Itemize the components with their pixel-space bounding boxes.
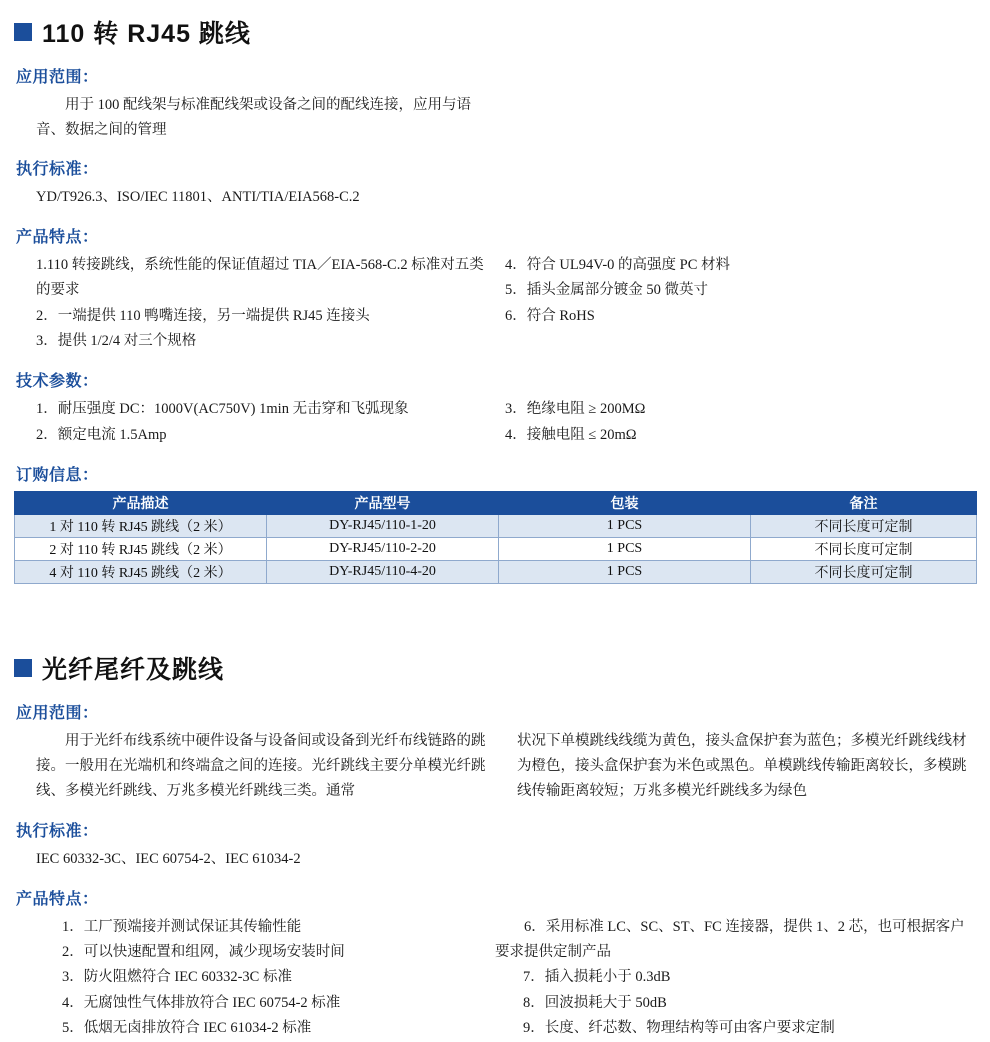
list-item: 2．一端提供 110 鸭嘴连接，另一端提供 RJ45 连接头 bbox=[36, 307, 370, 324]
subheading-application-scope-2: 应用范围： bbox=[16, 705, 99, 723]
product-features-right bbox=[495, 253, 976, 355]
cell-description: 2 对 110 转 RJ45 跳线（2 米） bbox=[15, 538, 267, 561]
cell-remark: 不同长度可定制 bbox=[751, 538, 977, 561]
list-item: 8．回波损耗大于 50dB bbox=[523, 994, 667, 1011]
cell-description: 4 对 110 转 RJ45 跳线（2 米） bbox=[15, 561, 267, 584]
section-title-text: 光纤尾纤及跳线 bbox=[42, 656, 225, 685]
standards-text-2: IEC 60332-3C、IEC 60754-2、IEC 61034-2 bbox=[36, 850, 301, 867]
cell-remark: 不同长度可定制 bbox=[751, 561, 977, 584]
list-item: 5．插头金属部分镀金 50 微英寸 bbox=[505, 282, 708, 299]
subheading-technical-parameters: 技术参数： bbox=[16, 373, 99, 391]
subheading-product-features: 产品特点： bbox=[16, 228, 99, 246]
square-bullet-icon bbox=[14, 23, 32, 41]
subheading-product-features-2: 产品特点： bbox=[16, 890, 99, 908]
list-item: 4．无腐蚀性气体排放符合 IEC 60754-2 标准 bbox=[62, 994, 341, 1011]
cell-packing: 1 PCS bbox=[499, 538, 751, 561]
table-header-row bbox=[15, 492, 977, 515]
list-item: 1．工厂预端接并测试保证其传输性能 bbox=[62, 918, 302, 935]
list-item: 4．符合 UL94V-0 的高强度 PC 材料 bbox=[505, 256, 731, 273]
column-header: 产品型号 bbox=[267, 492, 499, 515]
list-item: 1．耐压强度 DC：1000V(AC750V) 1min 无击穿和飞弧现象 bbox=[36, 401, 409, 418]
section-title-1 bbox=[14, 14, 976, 50]
list-item: 2．可以快速配置和组网，减少现场安装时间 bbox=[62, 944, 345, 960]
subheading-order-info: 订购信息： bbox=[16, 467, 99, 485]
application-scope-text: 用于 100 配线架与标准配线架或设备之间的配线连接，应用与语音、数据之间的管理 bbox=[36, 97, 471, 138]
cell-model: DY-RJ45/110-4-20 bbox=[267, 561, 499, 584]
subheading-standards-2: 执行标准： bbox=[16, 822, 99, 840]
list-item: 6．采用标准 LC、SC、ST、FC 连接器，提供 1、2 芯，也可根据客户要求提供定制产品 bbox=[495, 918, 965, 960]
order-info-table bbox=[14, 491, 977, 584]
application-scope-right: 状况下单模跳线线缆为黄色，接头盒保护套为蓝色；多模光纤跳线线材为橙色，接头盒保护套为米色或黑色。单模跳线传输距离较长，多模跳线传输距离较短；万兆多模光纤跳线多为绿色 bbox=[517, 733, 967, 800]
table-row bbox=[15, 538, 977, 561]
list-item: 9．长度、纤芯数、物理结构等可由客户要求定制 bbox=[523, 1020, 835, 1037]
list-item: 1.110 转接跳线，系统性能的保证值超过 TIA／EIA-568-C.2 标准对五类的要求 bbox=[36, 256, 484, 299]
section-title-2 bbox=[14, 650, 976, 686]
column-header: 包装 bbox=[499, 492, 751, 515]
section-divider-space bbox=[14, 584, 976, 644]
application-scope-left: 用于光纤布线系统中硬件设备与设备间或设备到光纤布线链路的跳接。一般用在光端机和终端盒之间的连接。光纤跳线主要分单模光纤跳线、多模光纤跳线、万兆多模光纤跳线三类。通常 bbox=[36, 733, 486, 800]
subheading-standards: 执行标准： bbox=[16, 161, 99, 179]
cell-remark: 不同长度可定制 bbox=[751, 515, 977, 538]
product-features-left bbox=[14, 253, 495, 355]
list-item: 3．提供 1/2/4 对三个规格 bbox=[36, 333, 197, 350]
technical-parameters-right bbox=[495, 397, 976, 448]
column-header: 备注 bbox=[751, 492, 977, 515]
cell-packing: 1 PCS bbox=[499, 515, 751, 538]
product-features-columns-2 bbox=[14, 915, 976, 1042]
cell-model: DY-RJ45/110-1-20 bbox=[267, 515, 499, 538]
list-item: 6．符合 RoHS bbox=[505, 307, 595, 324]
product-features-left-2 bbox=[14, 915, 495, 1042]
list-item: 4．接触电阻 ≤ 20mΩ bbox=[505, 426, 637, 443]
list-item: 3．防火阻燃符合 IEC 60332-3C 标准 bbox=[62, 969, 292, 986]
list-item: 3．绝缘电阻 ≥ 200MΩ bbox=[505, 401, 646, 418]
cell-model: DY-RJ45/110-2-20 bbox=[267, 538, 499, 561]
standards-text: YD/T926.3、ISO/IEC 11801、ANTI/TIA/EIA568-C.2 bbox=[36, 189, 360, 206]
square-bullet-icon bbox=[14, 659, 32, 677]
product-features-right-2 bbox=[495, 915, 976, 1042]
list-item: 5．低烟无卤排放符合 IEC 61034-2 标准 bbox=[62, 1020, 312, 1037]
section-title-text: 110 转 RJ45 跳线 bbox=[42, 20, 251, 48]
list-item: 7．插入损耗小于 0.3dB bbox=[523, 969, 671, 986]
subheading-application-scope: 应用范围： bbox=[16, 69, 99, 86]
cell-description: 1 对 110 转 RJ45 跳线（2 米） bbox=[15, 515, 267, 538]
technical-parameters-left bbox=[14, 397, 495, 448]
column-header: 产品描述 bbox=[15, 492, 267, 515]
technical-parameters-columns bbox=[14, 397, 976, 448]
application-scope-columns bbox=[14, 729, 976, 804]
cell-packing: 1 PCS bbox=[499, 561, 751, 584]
table-row bbox=[15, 561, 977, 584]
list-item: 2．额定电流 1.5Amp bbox=[36, 426, 167, 443]
product-features-columns bbox=[14, 253, 976, 355]
table-row bbox=[15, 515, 977, 538]
